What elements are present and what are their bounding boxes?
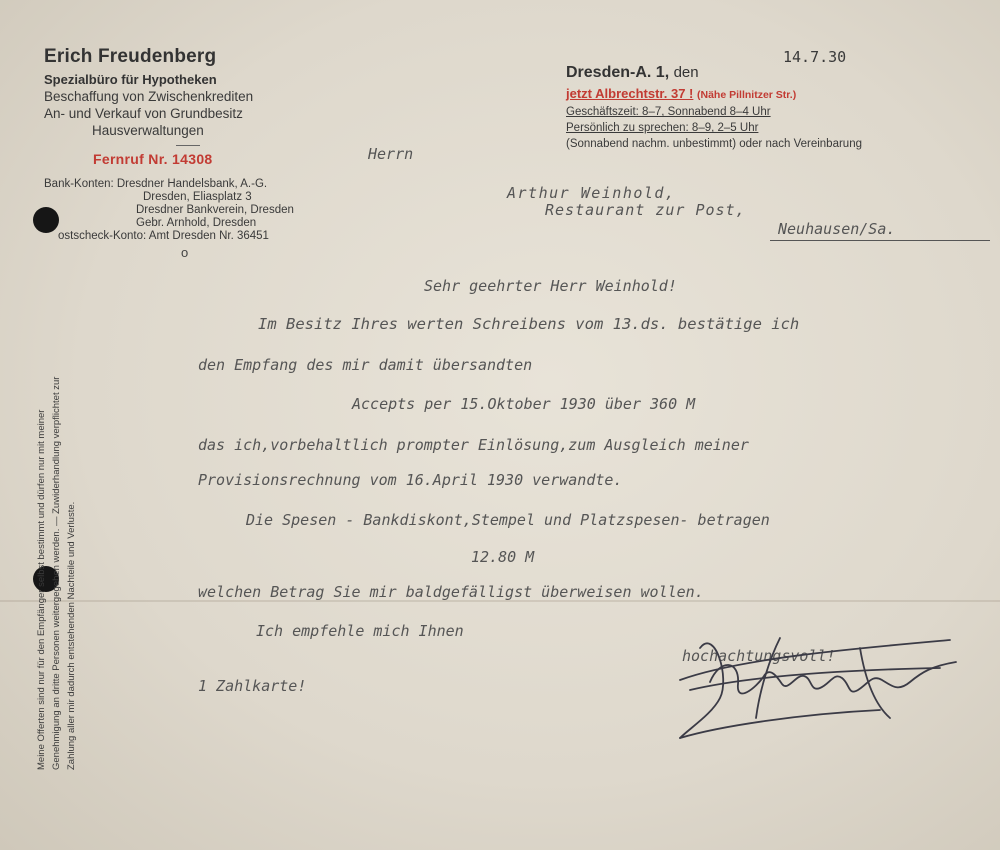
consult-hours: Persönlich zu sprechen: 8–9, 2–5 Uhr: [566, 122, 759, 134]
punch-hole-top: [33, 207, 59, 233]
greeting: Sehr geehrter Herr Weinhold!: [424, 277, 677, 295]
body-line-4: das ich,vorbehaltlich prompter Einlösung,zum Ausgleich meiner: [198, 436, 749, 454]
sidebar-line-2: Genehmigung an dritte Personen weitergegeben werden. — Zuwiderhandlung verpflichtet zur: [51, 376, 62, 770]
letter-date: 14.7.30: [783, 48, 847, 66]
company-specialty: Spezialbüro für Hypotheken: [44, 72, 217, 87]
service-line-3: Hausverwaltungen: [92, 123, 204, 138]
sidebar-line-1: Meine Offerten sind nur für den Empfänger selbst bestimmt und dürfen nur mit meiner: [36, 409, 47, 770]
body-line-8: welchen Betrag Sie mir baldgefälligst überweisen wollen.: [198, 583, 704, 601]
bank-line-3: Dresdner Bankverein, Dresden: [136, 204, 294, 216]
address-note: (Nähe Pillnitzer Str.): [697, 89, 797, 101]
body-line-2: den Empfang des mir damit übersandten: [198, 356, 533, 374]
recipient-city: Neuhausen/Sa.: [778, 220, 896, 238]
service-line-1: Beschaffung von Zwischenkrediten: [44, 89, 254, 104]
sidebar-line-3: Zahlung aller mir dadurch entstehenden Nachteile und Verluste.: [66, 501, 77, 770]
body-line-9: Ich empfehle mich Ihnen: [256, 622, 464, 640]
enclosure: 1 Zahlkarte!: [198, 677, 307, 695]
sidebar-disclaimer: [34, 250, 79, 770]
company-name: Erich Freudenberg: [44, 46, 217, 67]
city-line: [566, 64, 699, 82]
body-line-5: Provisionsrechnung vom 16.April 1930 verwandte.: [198, 471, 623, 489]
city-suffix: den: [673, 64, 699, 81]
phone-number: Fernruf Nr. 14308: [93, 151, 213, 167]
address-line: [566, 86, 796, 101]
body-line-6: Die Spesen - Bankdiskont,Stempel und Platzspesen- betragen: [246, 511, 770, 529]
closing: hochachtungsvoll!: [682, 647, 836, 665]
recipient-business: Restaurant zur Post,: [545, 201, 746, 219]
circle-mark: o: [181, 245, 189, 260]
handwritten-signature: [660, 618, 980, 748]
address: jetzt Albrechtstr. 37 !: [566, 86, 694, 101]
body-line-3: Accepts per 15.Oktober 1930 über 360 M: [352, 395, 696, 413]
consult-note: (Sonnabend nachm. unbestimmt) oder nach Vereinbarung: [566, 138, 862, 150]
header-divider: [176, 145, 200, 146]
salutation-prefix: Herrn: [368, 145, 414, 163]
bank-line-5: ostscheck-Konto: Amt Dresden Nr. 36451: [58, 230, 269, 242]
bank-line-2: Dresden, Eliasplatz 3: [143, 191, 252, 203]
body-line-1: Im Besitz Ihres werten Schreibens vom 13.ds. bestätige ich: [258, 315, 800, 333]
office-hours: Geschäftszeit: 8–7, Sonnabend 8–4 Uhr: [566, 106, 771, 118]
body-line-7: 12.80 M: [471, 548, 535, 566]
service-line-2: An- und Verkauf von Grundbesitz: [44, 106, 243, 121]
bank-line-4: Gebr. Arnhold, Dresden: [136, 217, 257, 229]
recipient-city-underline: [770, 240, 990, 241]
city: Dresden-A. 1,: [566, 64, 670, 81]
bank-line-1: Bank-Konten: Dresdner Handelsbank, A.-G.: [44, 178, 268, 190]
recipient-name: Arthur Weinhold,: [507, 184, 676, 202]
